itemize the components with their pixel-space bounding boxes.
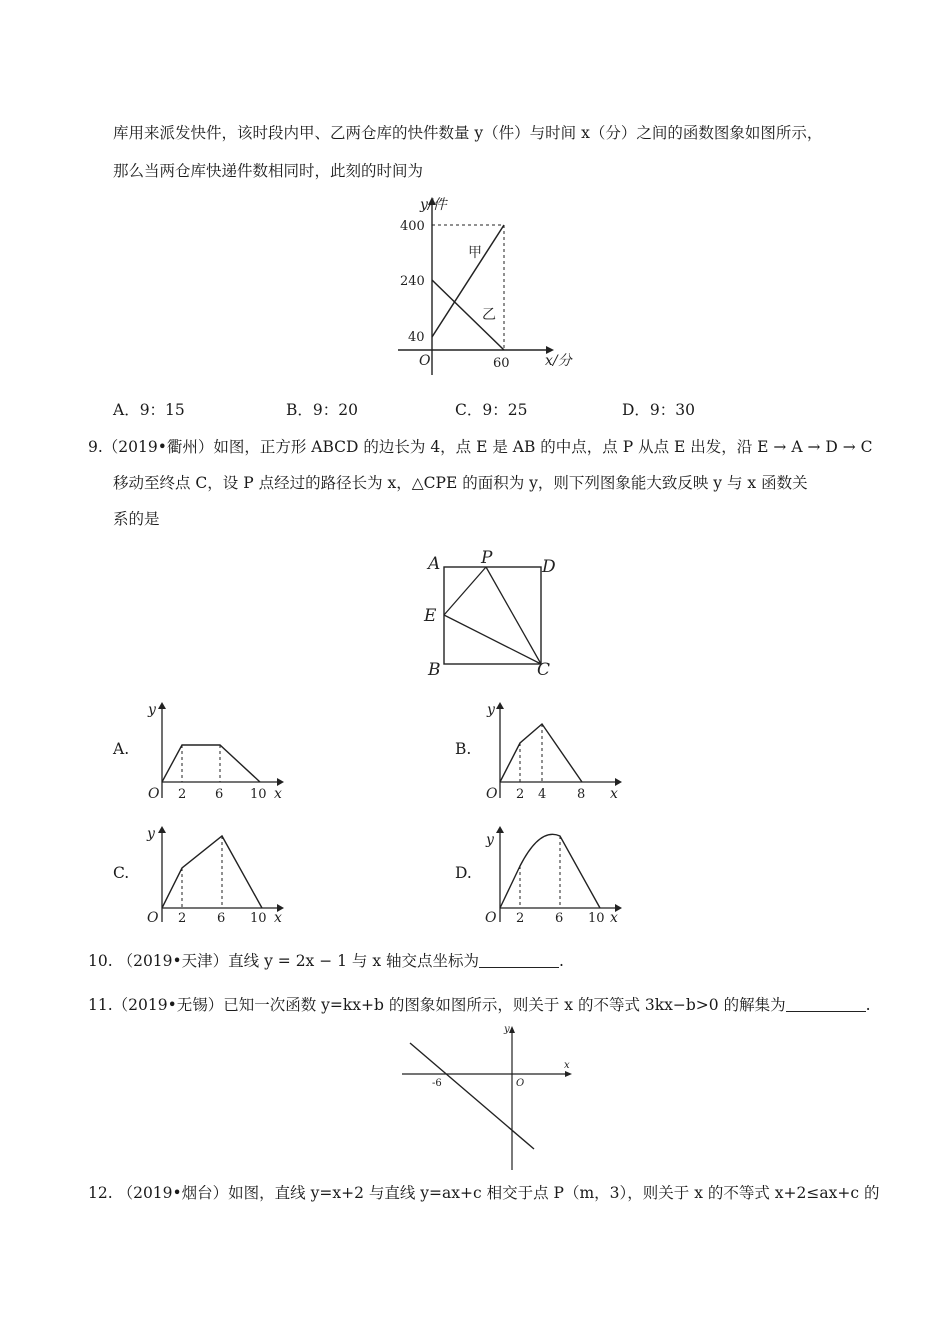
q8-origin: O [419,353,431,369]
q9-option-d-label[interactable]: D. [455,864,472,882]
q9-a-origin: O [148,786,160,802]
q8-option-b[interactable]: B．9：20 [286,401,358,419]
q8-ytick-400: 400 [400,219,425,234]
q9-b-origin: O [486,786,498,802]
q9-c-tick-2: 2 [178,911,187,926]
q8-text-line1: 库用来派发快件，该时段内甲、乙两仓库的快件数量 y（件）与时间 x（分）之间的函数图象如图所示， [113,124,823,142]
q9-d-tick-2: 2 [516,911,525,926]
q9-text-line3: 系的是 [113,510,160,528]
q9-d-origin: O [485,910,497,926]
q8-ytick-40: 40 [408,330,425,345]
q9-b-xlabel: x [610,786,618,802]
q9-a-tick-10: 10 [250,787,267,802]
q11-text [88,994,871,1016]
q8-ytick-240: 240 [400,274,425,289]
q12-text: 12. （2019•烟台）如图，直线 y=x+2 与直线 y=ax+c 相交于点 P（m，3），则关于 x 的不等式 x+2≤ax+c 的 [88,1184,880,1202]
q11-question: 11.（2019•无锡）已知一次函数 y=kx+b 的图象如图所示，则关于 x 的不等式 3kx−b>0 的解集为 [88,996,786,1014]
q9-point-p: P [481,548,493,568]
q11-xtick: -6 [432,1078,442,1089]
q9-option-a-label[interactable]: A. [113,740,130,758]
q9-a-xlabel: x [274,786,282,802]
q9-option-c-label[interactable]: C. [113,864,130,882]
q9-point-c: C [537,660,551,680]
q10-answer-blank[interactable] [479,953,559,968]
q9-point-a: A [428,554,441,574]
q10-period: . [559,952,564,970]
q9-c-xlabel: x [274,910,282,926]
q9-d-tick-10: 10 [588,911,605,926]
q8-xlabel: x/分 [545,353,572,369]
q9-d-tick-6: 6 [555,911,564,926]
q8-option-c[interactable]: C．9：25 [455,401,528,419]
q9-option-a-graph[interactable] [140,698,290,806]
q9-a-ylabel: y [148,702,156,718]
q9-a-tick-6: 6 [215,787,224,802]
q9-c-tick-10: 10 [250,911,267,926]
q9-point-e: E [424,606,437,626]
q9-b-ylabel: y [487,702,495,718]
q8-xtick-60: 60 [493,356,510,371]
q9-point-d: D [542,557,556,577]
q9-c-ylabel: y [147,826,155,842]
q9-a-tick-2: 2 [178,787,187,802]
q8-text-line2: 那么当两仓库快递件数相同时，此刻的时间为 [113,162,424,180]
q9-option-b-graph[interactable] [480,698,630,806]
q11-answer-blank[interactable] [786,997,866,1012]
q8-option-a[interactable]: A．9：15 [113,401,185,419]
q9-c-tick-6: 6 [217,911,226,926]
q11-period: . [865,996,871,1014]
q9-option-d-graph[interactable] [480,822,630,930]
q8-label-yi: 乙 [482,307,496,323]
q9-text-line1: 9.（2019•衢州）如图，正方形 ABCD 的边长为 4，点 E 是 AB 的中点，点 P 从点 E 出发，沿 E → A → D → C [88,438,873,456]
q8-graph [390,195,590,380]
q11-xlabel: x [564,1060,570,1071]
q9-option-b-label[interactable]: B. [455,740,472,758]
q11-graph [400,1022,580,1172]
q11-origin: O [516,1078,525,1089]
q9-square-figure [420,545,570,680]
q9-c-origin: O [147,910,159,926]
q8-option-d[interactable]: D．9：30 [622,401,696,419]
q11-ylabel: y [504,1024,510,1035]
q9-text-line2: 移动至终点 C，设 P 点经过的路径长为 x，△CPE 的面积为 y，则下列图象能大致反映 y 与 x 函数关 [113,474,808,492]
q10-question: 10. （2019•天津）直线 y = 2x − 1 与 x 轴交点坐标为 [88,952,480,970]
q10-text [88,950,564,972]
q8-label-jia: 甲 [468,245,482,261]
q9-d-xlabel: x [610,910,618,926]
q9-b-tick-2: 2 [516,787,525,802]
q9-point-b: B [428,660,441,680]
q9-b-tick-4: 4 [538,787,547,802]
q9-b-tick-8: 8 [577,787,586,802]
q9-d-ylabel: y [486,832,494,848]
q9-option-c-graph[interactable] [140,822,290,930]
q8-ylabel: y/件 [420,197,447,213]
